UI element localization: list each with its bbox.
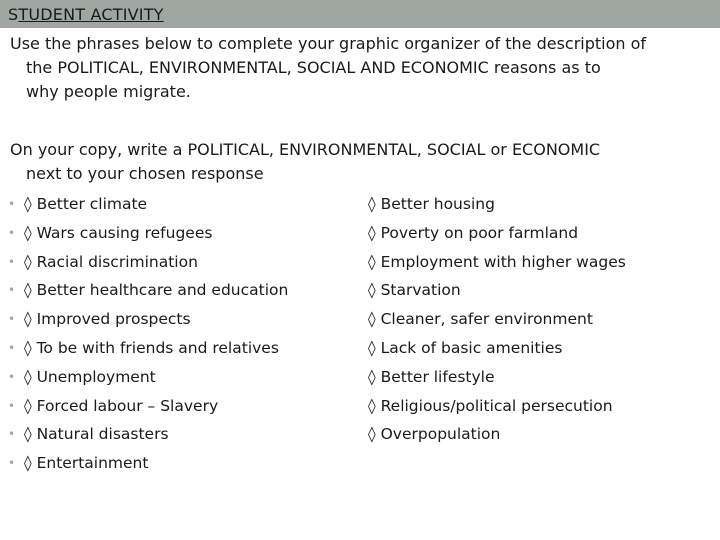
bullet-dot-icon: • — [8, 427, 16, 442]
phrase-left: ◊ Racial discrimination — [24, 252, 198, 271]
phrase-left: ◊ Better healthcare and education — [24, 281, 289, 300]
bullet-dot-icon: • — [8, 283, 16, 298]
phrase-left: ◊ Unemployment — [24, 367, 156, 386]
phrase-row — [0, 305, 720, 334]
phrase-right: ◊ Cleaner, safer environment — [368, 310, 593, 329]
instruction-line-1: On your copy, write a POLITICAL, ENVIRONMENTAL, SOCIAL or ECONOMIC — [10, 140, 601, 159]
phrase-left: ◊ Wars causing refugees — [24, 223, 213, 242]
phrase-row — [0, 276, 720, 305]
phrase-right: ◊ Employment with higher wages — [368, 252, 626, 271]
bullet-dot-icon: • — [8, 369, 16, 384]
phrase-right: ◊ Overpopulation — [368, 425, 501, 444]
bullet-dot-icon: • — [8, 197, 16, 211]
bullet-dot-icon: • — [8, 398, 16, 413]
phrase-row — [0, 334, 720, 363]
slide-title-first-letter: S — [8, 5, 19, 24]
phrase-row — [0, 190, 720, 219]
intro-line-1: Use the phrases below to complete your graphic organizer of the description of — [10, 34, 647, 53]
bullet-dot-icon: • — [8, 341, 16, 355]
slide-title — [8, 5, 164, 25]
phrase-left: ◊ To be with friends and relatives — [24, 339, 279, 357]
phrase-row — [0, 392, 720, 421]
phrase-right: ◊ Religious/political persecution — [368, 396, 613, 415]
intro-paragraph — [10, 32, 700, 104]
phrase-left: ◊ Entertainment — [24, 454, 149, 473]
phrase-right: ◊ Better lifestyle — [368, 367, 495, 386]
phrase-row — [0, 219, 720, 248]
bullet-dot-icon: • — [8, 254, 16, 269]
intro-line-3: why people migrate. — [26, 82, 191, 101]
slide-title-rest: TUDENT ACTIVITY — [18, 5, 164, 24]
phrase-row — [0, 248, 720, 277]
bullet-dot-icon: • — [8, 456, 16, 471]
phrase-right: ◊ Lack of basic amenities — [368, 339, 563, 357]
intro-line-2: the POLITICAL, ENVIRONMENTAL, SOCIAL AND ECONOMIC reasons as to — [26, 58, 601, 77]
phrase-right: ◊ Poverty on poor farmland — [368, 223, 579, 242]
phrase-row — [0, 449, 720, 478]
phrase-left: ◊ Forced labour – Slavery — [24, 396, 219, 415]
instruction-line-2: next to your chosen response — [26, 164, 264, 183]
instruction-paragraph — [10, 138, 700, 186]
bullet-dot-icon: • — [8, 312, 16, 327]
phrase-left: ◊ Better climate — [24, 195, 148, 213]
phrase-right: ◊ Better housing — [368, 195, 495, 213]
phrase-row — [0, 363, 720, 392]
phrase-left: ◊ Improved prospects — [24, 310, 191, 329]
phrase-left: ◊ Natural disasters — [24, 425, 169, 444]
phrase-row — [0, 420, 720, 449]
phrase-right: ◊ Starvation — [368, 281, 461, 300]
bullet-dot-icon: • — [8, 225, 16, 240]
